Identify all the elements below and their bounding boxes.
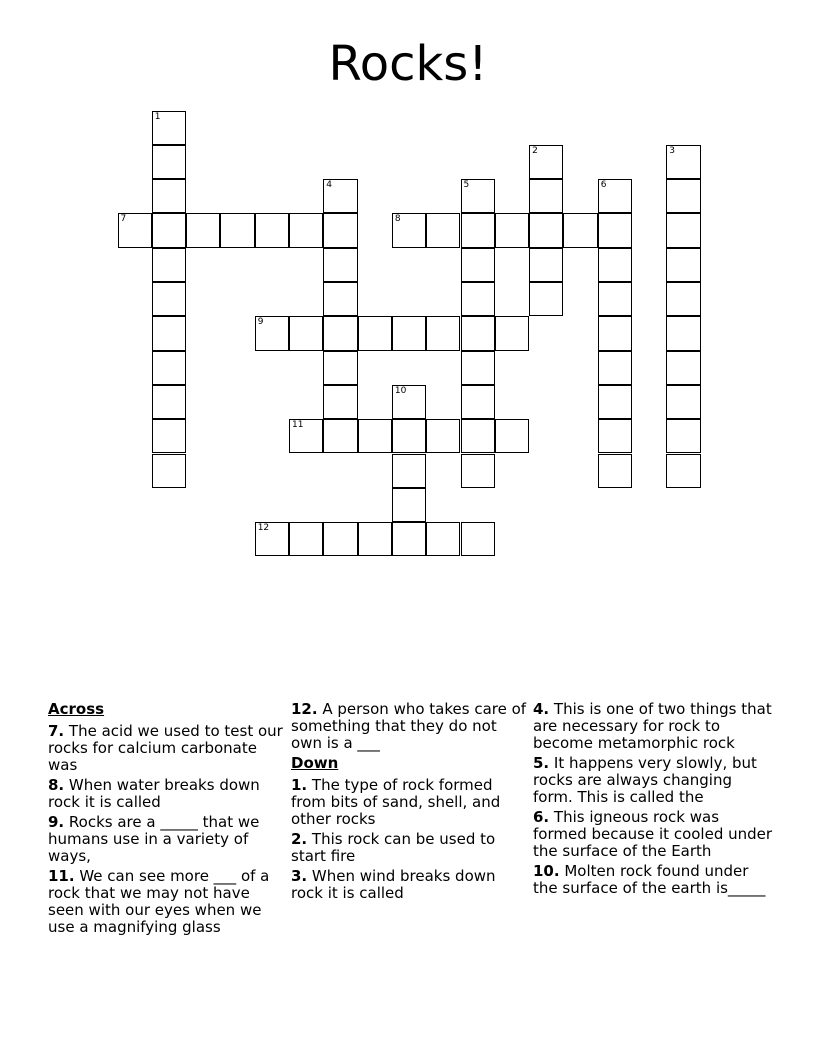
grid-cell[interactable] bbox=[186, 213, 220, 247]
grid-cell[interactable] bbox=[152, 213, 186, 247]
grid-cell[interactable] bbox=[289, 419, 323, 453]
grid-cell[interactable] bbox=[666, 213, 700, 247]
grid-cell[interactable] bbox=[358, 316, 392, 350]
puzzle-title: Rocks! bbox=[328, 36, 488, 92]
grid-cell[interactable] bbox=[289, 522, 323, 556]
clue-down-2: 2. This rock can be used to start fire bbox=[291, 830, 496, 865]
grid-cell[interactable] bbox=[255, 316, 289, 350]
cell-number: 12 bbox=[257, 523, 270, 534]
grid-cell[interactable] bbox=[666, 248, 700, 282]
grid-cell[interactable] bbox=[598, 282, 632, 316]
grid-cell[interactable] bbox=[392, 316, 426, 350]
grid-cell[interactable] bbox=[426, 522, 460, 556]
grid-cell[interactable] bbox=[255, 213, 289, 247]
grid-cell[interactable] bbox=[392, 488, 426, 522]
grid-cell[interactable] bbox=[461, 248, 495, 282]
grid-cell[interactable] bbox=[495, 316, 529, 350]
grid-cell[interactable] bbox=[666, 179, 700, 213]
grid-cell[interactable] bbox=[529, 145, 563, 179]
grid-cell[interactable] bbox=[426, 316, 460, 350]
grid-cell[interactable] bbox=[598, 316, 632, 350]
grid-cell[interactable] bbox=[323, 282, 357, 316]
grid-cell[interactable] bbox=[152, 111, 186, 145]
grid-cell[interactable] bbox=[461, 282, 495, 316]
grid-cell[interactable] bbox=[220, 213, 254, 247]
cell-number: 2 bbox=[532, 145, 538, 156]
grid-cell[interactable] bbox=[323, 213, 357, 247]
grid-cell[interactable] bbox=[598, 248, 632, 282]
grid-cell[interactable] bbox=[461, 351, 495, 385]
grid-cell[interactable] bbox=[152, 351, 186, 385]
cell-number: 7 bbox=[120, 214, 127, 225]
cell-number: 11 bbox=[292, 420, 304, 431]
grid-cell[interactable] bbox=[323, 522, 357, 556]
cell-number: 6 bbox=[600, 180, 607, 191]
grid-cell[interactable] bbox=[666, 316, 700, 350]
clue-down-10: 10. Molten rock found under the surface of the earth is_____ bbox=[533, 862, 766, 897]
grid-cell[interactable] bbox=[358, 419, 392, 453]
grid-cell[interactable] bbox=[392, 419, 426, 453]
cell-number: 8 bbox=[394, 214, 401, 225]
clue-column-2 bbox=[291, 701, 527, 905]
grid-cell[interactable] bbox=[598, 351, 632, 385]
grid-cell[interactable] bbox=[323, 316, 357, 350]
grid-cell[interactable] bbox=[529, 179, 563, 213]
clue-column-3 bbox=[533, 701, 773, 900]
grid-cell[interactable] bbox=[323, 385, 357, 419]
grid-cell[interactable] bbox=[666, 419, 700, 453]
grid-cell[interactable] bbox=[461, 179, 495, 213]
grid-cell[interactable] bbox=[461, 454, 495, 488]
grid-cell[interactable] bbox=[152, 248, 186, 282]
grid-cell[interactable] bbox=[323, 351, 357, 385]
grid-cell[interactable] bbox=[255, 522, 289, 556]
clue-across-12: 12. A person who takes care of something that they do not own is a ___ bbox=[291, 700, 527, 752]
grid-cell[interactable] bbox=[666, 145, 700, 179]
grid-cell[interactable] bbox=[461, 385, 495, 419]
clue-across-8: 8. When water breaks down rock it is called bbox=[48, 776, 260, 811]
grid-cell[interactable] bbox=[598, 454, 632, 488]
clue-down-5: 5. It happens very slowly, but rocks are always changing form. This is called the bbox=[533, 754, 757, 806]
grid-cell[interactable] bbox=[529, 282, 563, 316]
grid-cell[interactable] bbox=[392, 213, 426, 247]
grid-cell[interactable] bbox=[152, 419, 186, 453]
cell-number: 10 bbox=[394, 385, 407, 396]
grid-cell[interactable] bbox=[461, 213, 495, 247]
grid-cell[interactable] bbox=[529, 248, 563, 282]
cell-number: 9 bbox=[257, 317, 264, 328]
grid-cell[interactable] bbox=[598, 213, 632, 247]
grid-cell[interactable] bbox=[529, 213, 563, 247]
down-heading: Down bbox=[291, 754, 339, 772]
grid-cell[interactable] bbox=[289, 213, 323, 247]
grid-cell[interactable] bbox=[563, 213, 597, 247]
grid-cell[interactable] bbox=[426, 419, 460, 453]
grid-cell[interactable] bbox=[666, 454, 700, 488]
across-heading: Across bbox=[48, 700, 105, 718]
grid-cell[interactable] bbox=[666, 385, 700, 419]
grid-cell[interactable] bbox=[392, 385, 426, 419]
clue-down-6: 6. This igneous rock was formed because it cooled under the surface of the Earth bbox=[533, 808, 773, 860]
grid-cell[interactable] bbox=[461, 419, 495, 453]
cell-number: 3 bbox=[669, 145, 676, 156]
grid-cell[interactable] bbox=[598, 179, 632, 213]
grid-cell[interactable] bbox=[598, 419, 632, 453]
grid-cell[interactable] bbox=[152, 145, 186, 179]
grid-cell[interactable] bbox=[495, 213, 529, 247]
cell-number: 4 bbox=[326, 180, 333, 191]
clue-column-1 bbox=[48, 701, 284, 939]
grid-cell[interactable] bbox=[152, 385, 186, 419]
clue-across-9: 9. Rocks are a _____ that we humans use in a variety of ways, bbox=[48, 813, 260, 865]
grid-cell[interactable] bbox=[461, 522, 495, 556]
clue-down-4: 4. This is one of two things that are necessary for rock to become metamorphic rock bbox=[533, 700, 772, 752]
clue-across-7: 7. The acid we used to test our rocks for calcium carbonate was bbox=[48, 722, 283, 774]
grid-cell[interactable] bbox=[461, 316, 495, 350]
clue-down-3: 3. When wind breaks down rock it is called bbox=[291, 867, 496, 902]
grid-cell[interactable] bbox=[426, 213, 460, 247]
grid-cell[interactable] bbox=[666, 351, 700, 385]
grid-cell[interactable] bbox=[323, 179, 357, 213]
clue-across-11: 11. We can see more ___ of a rock that we may not have seen with our eyes when we use a magnifying glass bbox=[48, 867, 270, 936]
grid-cell[interactable] bbox=[598, 385, 632, 419]
grid-cell[interactable] bbox=[152, 316, 186, 350]
grid-cell[interactable] bbox=[495, 419, 529, 453]
grid-cell[interactable] bbox=[323, 248, 357, 282]
cell-number: 1 bbox=[154, 111, 161, 122]
cell-number: 5 bbox=[463, 180, 470, 191]
grid-cell[interactable] bbox=[118, 213, 152, 247]
grid-cell[interactable] bbox=[358, 522, 392, 556]
grid-cell[interactable] bbox=[152, 282, 186, 316]
grid-cell[interactable] bbox=[152, 179, 186, 213]
grid-cell[interactable] bbox=[152, 454, 186, 488]
grid-cell[interactable] bbox=[392, 454, 426, 488]
grid-cell[interactable] bbox=[392, 522, 426, 556]
grid-cell[interactable] bbox=[323, 419, 357, 453]
clue-down-1: 1. The type of rock formed from bits of sand, shell, and other rocks bbox=[291, 776, 501, 828]
grid-cell[interactable] bbox=[666, 282, 700, 316]
grid-cell[interactable] bbox=[289, 316, 323, 350]
